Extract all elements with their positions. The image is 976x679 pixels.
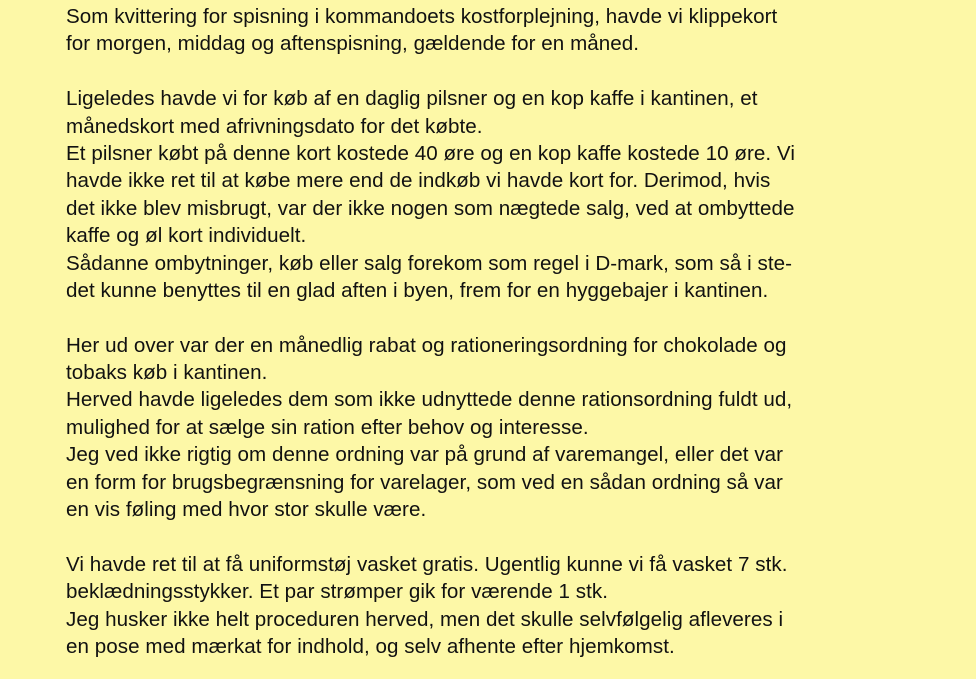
text-line: månedskort med afrivningsdato for det købte. <box>66 114 483 138</box>
text-line: tobaks køb i kantinen. <box>66 361 268 385</box>
paragraph-gap <box>66 58 976 85</box>
text-line: en vis føling med hvor stor skulle være. <box>66 498 427 522</box>
text-line: for morgen, middag og aftenspisning, gældende for en måned. <box>66 32 640 56</box>
text-line: beklædningsstykker. Et par strømper gik for værende 1 stk. <box>66 580 608 604</box>
text-line: en pose med mærkat for indhold, og selv afhente efter hjemkomst. <box>66 634 675 658</box>
text-line: Herved havde ligeledes dem som ikke udnyttede denne rationsordning fuldt ud, <box>66 388 793 412</box>
text-line: mulighed for at sælge sin ration efter behov og interesse. <box>66 415 589 439</box>
text-line: det ikke blev misbrugt, var der ikke nogen som nægtede salg, ved at ombyttede <box>66 196 795 220</box>
paragraph-gap <box>66 304 976 331</box>
text-line: Som kvittering for spisning i kommandoets kostforplejning, havde vi klippekort <box>66 5 778 28</box>
paragraph-laundry <box>66 551 976 661</box>
paragraph-gap <box>66 523 976 550</box>
text-line: det kunne benyttes til en glad aften i byen, frem for en hyggebajer i kantinen. <box>66 278 769 302</box>
text-line: kaffe og øl kort individuelt. <box>66 224 307 248</box>
paragraph-rationing <box>66 332 976 524</box>
text-line: Ligeledes havde vi for køb af en daglig pilsner og en kop kaffe i kantinen, et <box>66 87 758 111</box>
text-line: Jeg ved ikke rigtig om denne ordning var på grund af varemangel, eller det var <box>66 443 784 467</box>
text-line: Vi havde ret til at få uniformstøj vasket gratis. Ugentlig kunne vi få vasket 7 stk. <box>66 552 788 576</box>
paragraph-meal-cards <box>66 3 976 58</box>
text-line: en form for brugsbegrænsning for varelager, som ved en sådan ordning så var <box>66 470 783 494</box>
text-line: Jeg husker ikke helt proceduren herved, men det skulle selvfølgelig afleveres i <box>66 607 784 631</box>
text-line: Et pilsner købt på denne kort kostede 40 øre og en kop kaffe kostede 10 øre. Vi <box>66 141 795 165</box>
text-line: Sådanne ombytninger, køb eller salg forekom som regel i D-mark, som så i ste- <box>66 251 793 275</box>
paragraph-canteen-cards <box>66 85 976 304</box>
text-line: havde ikke ret til at købe mere end de indkøb vi havde kort for. Derimod, hvis <box>66 169 771 193</box>
text-line: Her ud over var der en månedlig rabat og rationeringsordning for chokolade og <box>66 333 787 357</box>
